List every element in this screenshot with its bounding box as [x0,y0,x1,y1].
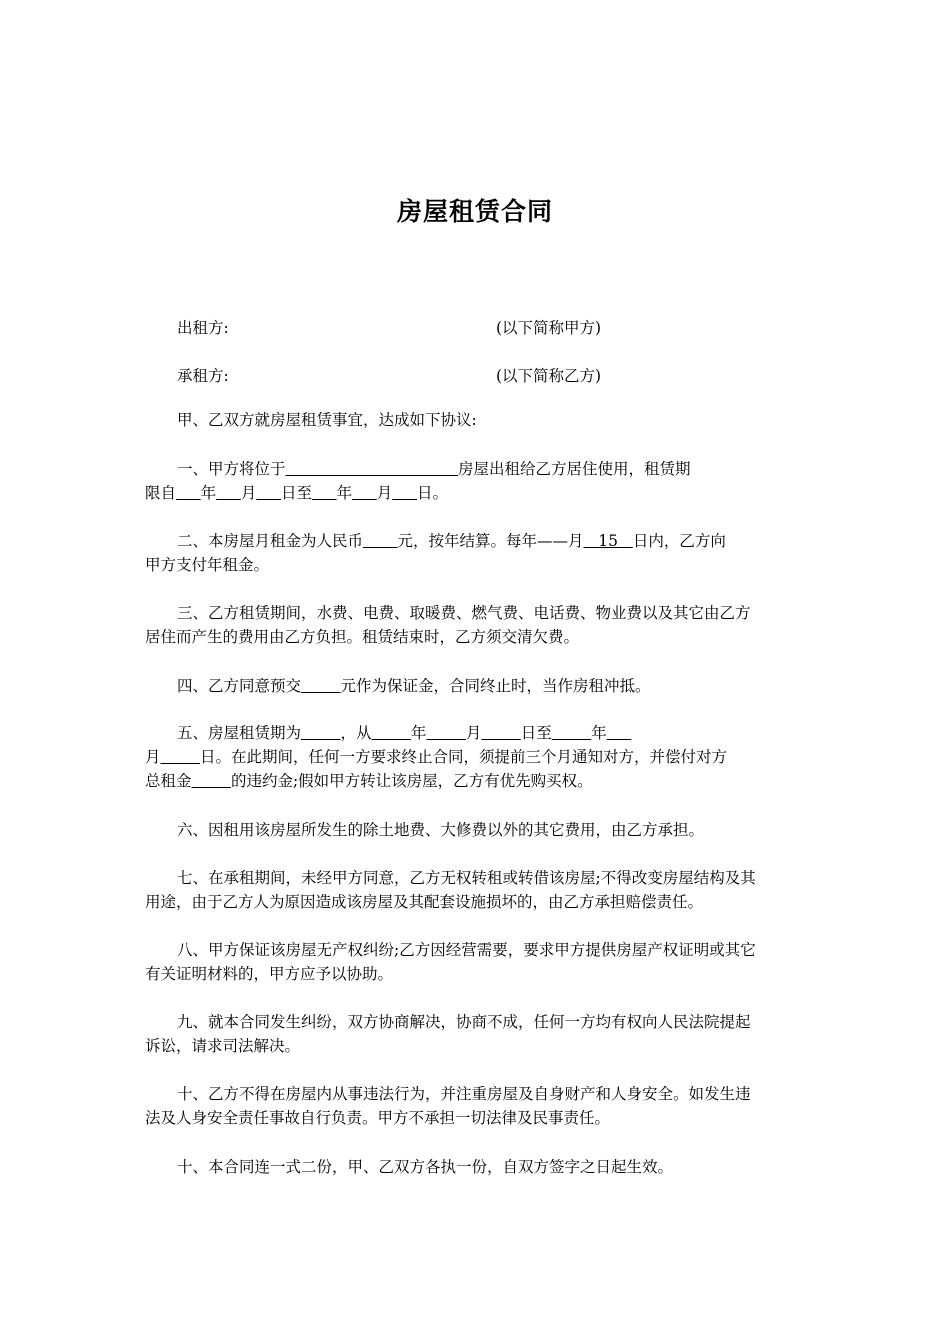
clause-text: 日。在此期间，任何一方要求终止合同，须提前三个月通知对方，并偿付对方 [199,748,727,766]
lessor-note: (以下简称甲方) [496,319,602,337]
intro-text: 甲、乙双方就房屋租赁事宜，达成如下协议: [177,411,477,429]
blank-field [426,724,465,742]
clause-text: 七、在承租期间，未经甲方同意，乙方无权转租或转借该房屋;不得改变房屋结构及其 [177,869,756,887]
clause-text: 用途，由于乙方人为原因造成该房屋及其配套设施损坏的，由乙方承担赔偿责任。 [145,893,704,911]
clause-10 [145,1082,813,1130]
payment-day-field: 15 [583,532,633,550]
clause-text: 月 [145,748,161,766]
lessor-label: 出租方: [177,319,229,337]
clause-5 [145,721,813,793]
clause-text: 的违约金;假如甲方转让该房屋，乙方有优先购买权。 [230,772,593,790]
blank-field [216,484,241,502]
clause-text: 年 [410,724,427,742]
clause-text: 年 [200,484,217,502]
clause-11 [145,1155,813,1179]
clause-text: 月 [465,724,482,742]
blank-field [392,484,417,502]
clause-text: 日。 [416,484,448,502]
blank-field [301,677,340,695]
clause-text: 居住而产生的费用由乙方负担。租赁结束时，乙方须交清欠费。 [145,628,580,646]
blank-field [312,484,337,502]
blank-field [607,724,632,742]
clause-text: 十、本合同连一式二份，甲、乙双方各执一份，自双方签字之日起生效。 [177,1158,674,1176]
clause-9 [145,1010,813,1058]
clause-4 [145,674,813,698]
clause-text: 月 [240,484,257,502]
blank-field [161,748,200,766]
clause-2 [145,529,813,577]
clause-text: 五、房屋租赁期为 [177,724,302,742]
clause-text: 六、因租用该房屋所发生的除土地费、大修费以外的其它费用，由乙方承担。 [177,821,705,839]
lessee-label: 承租方: [177,367,229,385]
clause-7 [145,866,813,914]
blank-field [192,772,231,790]
clause-text: 总租金 [145,772,192,790]
clause-text: 四、乙方同意预交 [177,677,302,695]
clause-text: ，从 [340,724,372,742]
clause-text: 一、甲方将位于 [177,460,286,478]
clause-text: 元，按年结算。每年——月 [397,532,584,550]
blank-field [256,484,281,502]
clause-text: 房屋出租给乙方居住使用，租赁期 [457,460,691,478]
clause-text: 月 [376,484,393,502]
clause-text: 日至 [280,484,312,502]
blank-field [371,724,410,742]
clause-text: 诉讼，请求司法解决。 [145,1037,301,1055]
clause-text: 二、本房屋月租金为人民币 [177,532,364,550]
document-title: 房屋租赁合同 [396,197,553,226]
clause-text: 法及人身安全责任事故自行负责。甲方不承担一切法律及民事责任。 [145,1109,611,1127]
clause-text: 十、乙方不得在房屋内从事违法行为，并注重房屋及自身财产和人身安全。如发生违 [177,1085,751,1103]
blank-field [286,460,458,478]
clause-text: 八、甲方保证该房屋无产权纠纷;乙方因经营需要，要求甲方提供房屋产权证明或其它 [177,941,756,959]
clause-3 [145,601,813,649]
blank-field [363,532,398,550]
blank-field [481,724,520,742]
clause-text: 日至 [520,724,552,742]
clause-text: 限自 [145,484,177,502]
lessee-note: (以下简称乙方) [496,367,602,385]
blank-field [301,724,340,742]
clause-text: 甲方支付年租金。 [145,556,270,574]
blank-field [552,724,591,742]
blank-field [352,484,377,502]
clause-text: 有关证明材料的，甲方应予以协助。 [145,965,394,983]
clause-text: 九、就本合同发生纠纷，双方协商解决，协商不成，任何一方均有权向人民法院提起 [177,1013,751,1031]
clause-text: 日内，乙方向 [632,532,726,550]
clause-6 [145,818,813,842]
clause-text: 三、乙方租赁期间，水费、电费、取暖费、燃气费、电话费、物业费以及其它由乙方 [177,604,751,622]
clause-8 [145,938,813,986]
clause-text: 年 [591,724,607,742]
clause-1 [145,457,813,505]
clause-text: 年 [336,484,353,502]
blank-field [176,484,201,502]
clause-text: 元作为保证金，合同终止时，当作房租冲抵。 [340,677,651,695]
